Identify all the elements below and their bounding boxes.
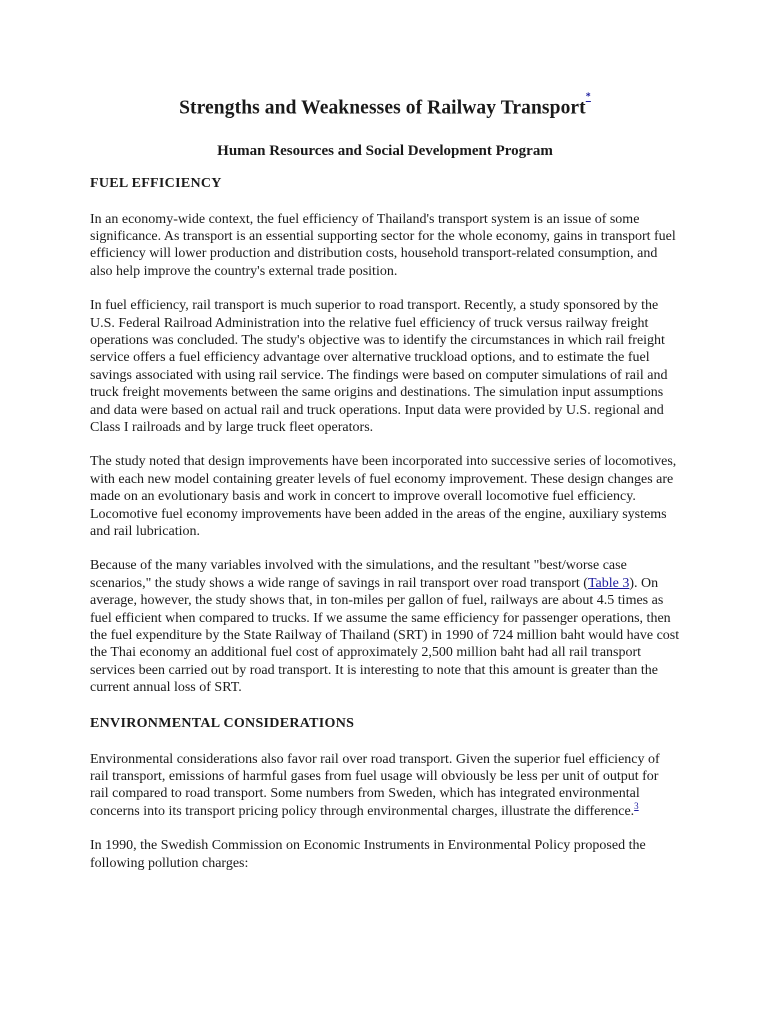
environment-paragraph-1-text: Environmental considerations also favor rail over road transport. Given the superior fuel efficiency of rail transport, emissions of harmful gases from fuel usage will obviously be less per unit of output for rail compared to road transport. Some numbers from Sweden, which has integrated environmental concerns into its transport pricing policy through environmental charges, illustrate the difference.: [90, 751, 660, 819]
environment-paragraph-2: In 1990, the Swedish Commission on Economic Instruments in Environmental Policy proposed the following pollution charges:: [90, 838, 646, 871]
page-subtitle: Human Resources and Social Development Program: [217, 142, 553, 159]
fuel-paragraph-2: In fuel efficiency, rail transport is much superior to road transport. Recently, a study sponsored by the U.S. Federal Railroad Administration into the relative fuel efficiency of truck versus railway freight operations was concluded. The study's objective was to identify the circumstances in which rail freight service offers a fuel efficiency advantage over alternative truckload options, and to estimate the fuel savings associated with using rail service. The findings were based on computer simulations of rail and truck freight movements between the same origins and destinations. The simulation input assumptions and data were based on actual rail and truck operations. Input data were provided by U.S. regional and Class I railroads and by large truck fleet operators.: [90, 298, 668, 435]
footnote-3: [634, 799, 639, 812]
section-heading-environmental: ENVIRONMENTAL CONSIDERATIONS: [90, 715, 355, 731]
fuel-paragraph-1: In an economy-wide context, the fuel efficiency of Thailand's transport system is an issue of some significance. As transport is an essential supporting sector for the whole economy, gains in transport fuel efficiency will lower production and distribution costs, household transport-related consumption, and also help improve the country's external trade position.: [90, 211, 676, 279]
fuel-paragraph-4-start: Because of the many variables involved with the simulations, and the resultant "best/worse case scenarios," the study shows a wide range of savings in rail transport over road transport (: [90, 558, 627, 591]
section-heading-fuel-efficiency: FUEL EFFICIENCY: [90, 175, 222, 191]
fuel-paragraph-3: The study noted that design improvements have been incorporated into successive series of locomotives, with each new model containing greater levels of fuel economy improvement. These design changes are made on an evolutionary basis and work in concert to improve overall locomotive fuel efficiency. Locomotive fuel economy improvements have been added in the areas of the engine, auxiliary systems and rail lubrication.: [90, 454, 677, 539]
document-page: [90, 88, 680, 889]
page-title-text: Strengths and Weaknesses of Railway Transport: [179, 97, 586, 119]
table-3-link[interactable]: Table 3: [587, 575, 630, 591]
page-title: [90, 88, 680, 122]
title-footnote-link[interactable]: *: [585, 91, 591, 103]
fuel-paragraph-4: [90, 557, 680, 696]
title-footnote: [586, 92, 591, 110]
fuel-paragraph-4-end: ). On average, however, the study shows that, in ton-miles per gallon of fuel, railways are about 4.5 times as fuel efficient when compared to trucks. If we assume the same efficiency for passenger operations, then the fuel expenditure by the State Railway of Thailand (SRT) in 1990 of 724 million baht would have cost the Thai economy an additional fuel cost of approximately 2,500 million baht had all rail transport services been carried out by road transport. It is interesting to note that this amount is greater than the current annual loss of SRT.: [90, 575, 680, 696]
environment-paragraph-1: [90, 751, 680, 821]
footnote-3-link[interactable]: 3: [634, 801, 639, 812]
